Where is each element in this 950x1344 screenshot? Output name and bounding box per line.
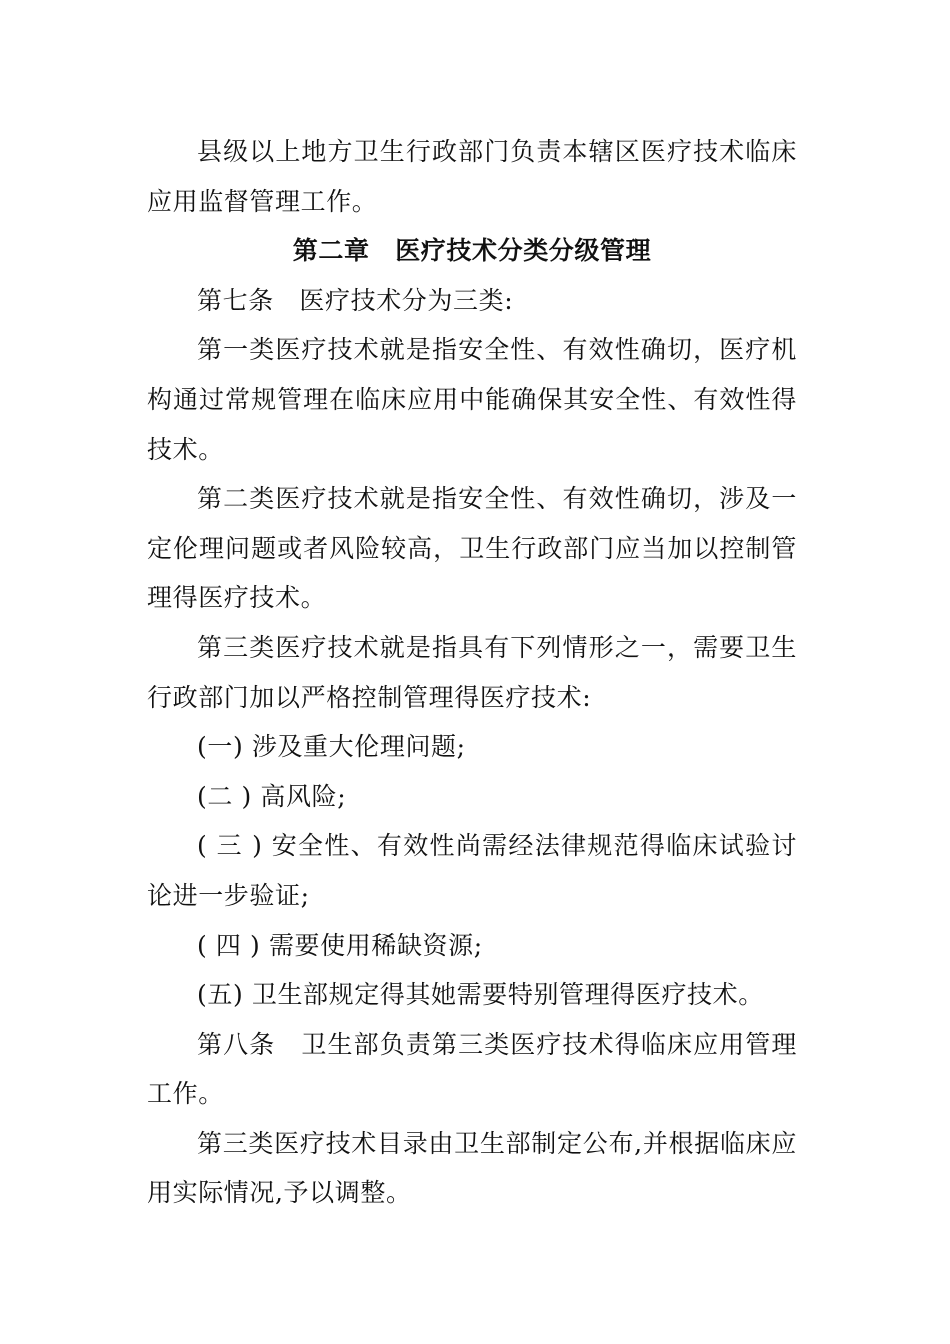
list-item-3: ( 三 ) 安全性、有效性尚需经法律规范得临床试验讨论进一步验证;: [147, 831, 797, 910]
list-item-1: (一) 涉及重大伦理问题;: [197, 732, 466, 762]
list-item-4: ( 四 ) 需要使用稀缺资源;: [197, 930, 483, 960]
paragraph-article-7: 第七条 医疗技术分为三类:: [197, 285, 514, 315]
paragraph-county-supervision: 县级以上地方卫生行政部门负责本辖区医疗技术临床应用监督管理工作。: [147, 137, 797, 216]
paragraph-category-1: 第一类医疗技术就是指安全性、有效性确切，医疗机构通过常规管理在临床应用中能确保其安全性、有效性得技术。: [147, 335, 797, 464]
document-body: [147, 127, 797, 1218]
paragraph-category-2: 第二类医疗技术就是指安全性、有效性确切，涉及一定伦理问题或者风险较高，卫生行政部门应当加以控制管理得医疗技术。: [147, 484, 797, 613]
chapter-title: 第二章 医疗技术分类分级管理: [292, 236, 652, 266]
paragraph-article-8: 第八条 卫生部负责第三类医疗技术得临床应用管理工作。: [147, 1029, 797, 1109]
list-item-2: (二 ) 高风险;: [197, 781, 347, 811]
paragraph-category-3: 第三类医疗技术就是指具有下列情形之一，需要卫生行政部门加以严格控制管理得医疗技术:: [147, 632, 797, 712]
list-item-5: (五) 卫生部规定得其她需要特别管理得医疗技术。: [197, 980, 764, 1010]
paragraph-catalog: 第三类医疗技术目录由卫生部制定公布,并根据临床应用实际情况,予以调整。: [147, 1128, 797, 1208]
